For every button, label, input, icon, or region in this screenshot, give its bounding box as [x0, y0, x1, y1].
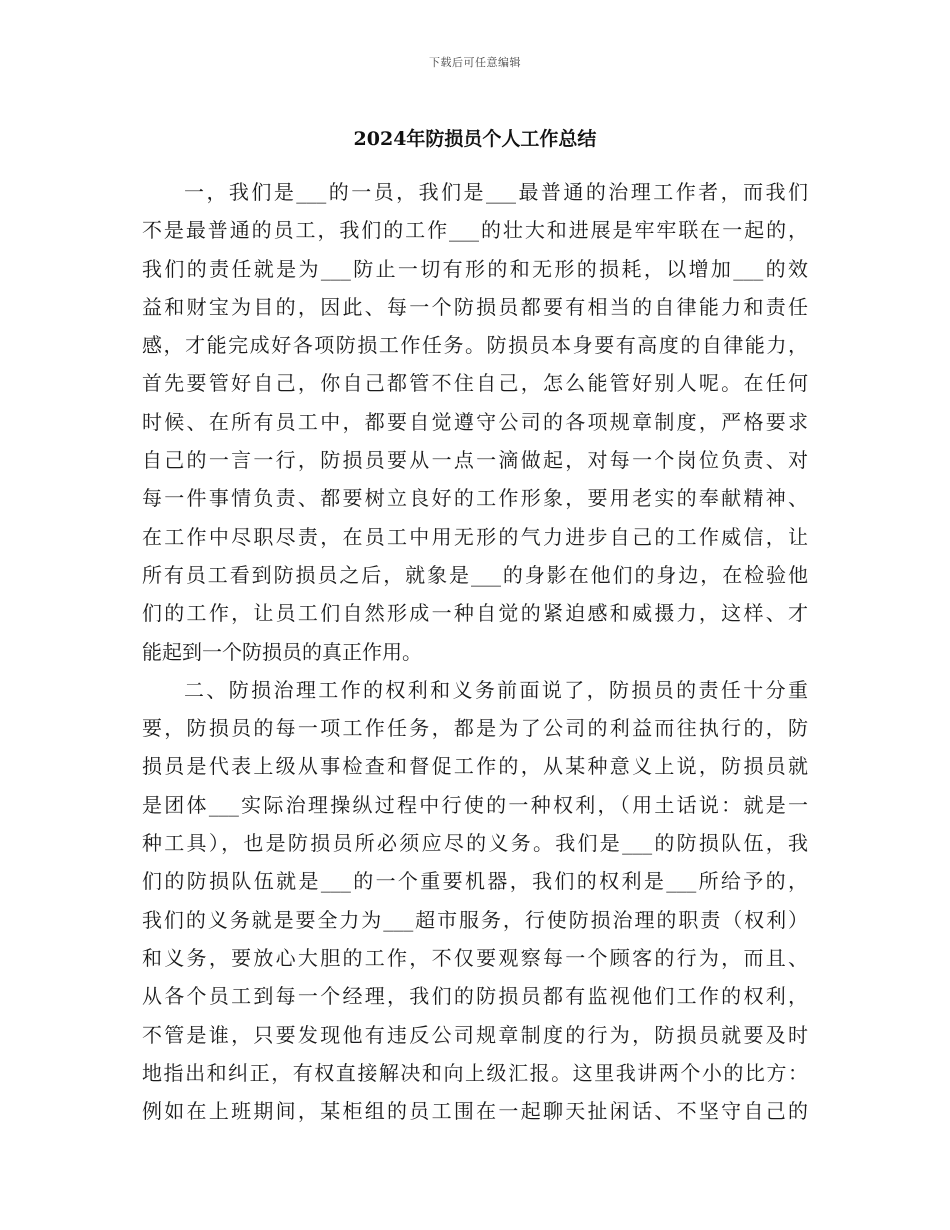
- paragraph-1-line-7: 时候、在所有员工中，都要自觉遵守公司的各项规章制度，严格要求: [142, 409, 808, 434]
- paragraph-2-line-12: 例如在上班期间，某柜组的员工围在一起聊天扯闲话、不坚守自己的: [142, 1099, 808, 1124]
- paragraph-2-line-11: 地指出和纠正，有权直接解决和向上级汇报。这里我讲两个小的比方：: [142, 1060, 808, 1085]
- paragraph-1-line-3: 我们的责任就是为___防止一切有形的和无形的损耗，以增加___的效: [142, 256, 808, 281]
- paragraph-2-line-10: 不管是谁，只要发现他有违反公司规章制度的行为，防损员就要及时: [142, 1022, 808, 1047]
- page-header-note: 下载后可任意编辑: [429, 56, 521, 69]
- paragraph-1-line-2: 不是最普通的员工，我们的工作___的壮大和进展是牢牢联在一起的，: [142, 218, 808, 243]
- paragraph-1-line-9: 每一件事情负责、都要树立良好的工作形象，要用老实的奉献精神、: [142, 486, 808, 511]
- paragraph-1-line-6: 首先要管好自己，你自己都管不住自己，怎么能管好别人呢。在任何: [142, 371, 808, 396]
- paragraph-1-line-4: 益和财宝为目的，因此、每一个防损员都要有相当的自律能力和责任: [142, 294, 808, 319]
- document-body: [142, 173, 808, 1130]
- paragraph-1-line-5: 感，才能完成好各项防损工作任务。防损员本身要有高度的自律能力，: [142, 333, 808, 358]
- paragraph-2-line-2: 要，防损员的每一项工作任务，都是为了公司的利益而往执行的，防: [142, 716, 808, 741]
- paragraph-2-line-1: 二、防损治理工作的权利和义务前面说了，防损员的责任十分重: [184, 677, 808, 702]
- paragraph-1-line-12: 们的工作，让员工们自然形成一种自觉的紧迫感和威摄力，这样、才: [142, 601, 808, 626]
- paragraph-2-line-7: 我们的义务就是要全力为___超市服务，行使防损治理的职责（权利）: [142, 907, 808, 932]
- paragraph-1-line-8: 自己的一言一行，防损员要从一点一滴做起，对每一个岗位负责、对: [142, 448, 808, 473]
- paragraph-1-line-10: 在工作中尽职尽责，在员工中用无形的气力进步自己的工作威信，让: [142, 524, 808, 549]
- paragraph-2-line-8: 和义务，要放心大胆的工作，不仅要观察每一个顾客的行为，而且、: [142, 945, 808, 970]
- paragraph-2-line-6: 们的防损队伍就是___的一个重要机器，我们的权利是___所给予的，: [142, 869, 808, 894]
- paragraph-1-line-11: 所有员工看到防损员之后，就象是___的身影在他们的身边，在检验他: [142, 562, 808, 587]
- document-title: 2024年防损员个人工作总结: [353, 128, 597, 150]
- paragraph-1-line-13: 能起到一个防损员的真正作用。: [142, 639, 422, 664]
- paragraph-1-line-1: 一，我们是___的一员，我们是___最普通的治理工作者，而我们: [184, 180, 808, 204]
- paragraph-2-line-9: 从各个员工到每一个经理，我们的防损员都有监视他们工作的权利，: [142, 984, 808, 1009]
- paragraph-2-line-3: 损员是代表上级从事检查和督促工作的，从某种意义上说，防损员就: [142, 754, 808, 779]
- paragraph-2-line-5: 种工具），也是防损员所必须应尽的义务。我们是___的防损队伍，我: [142, 831, 808, 856]
- paragraph-2-line-4: 是团体___实际治理操纵过程中行使的一种权利，（用土话说：就是一: [142, 792, 808, 817]
